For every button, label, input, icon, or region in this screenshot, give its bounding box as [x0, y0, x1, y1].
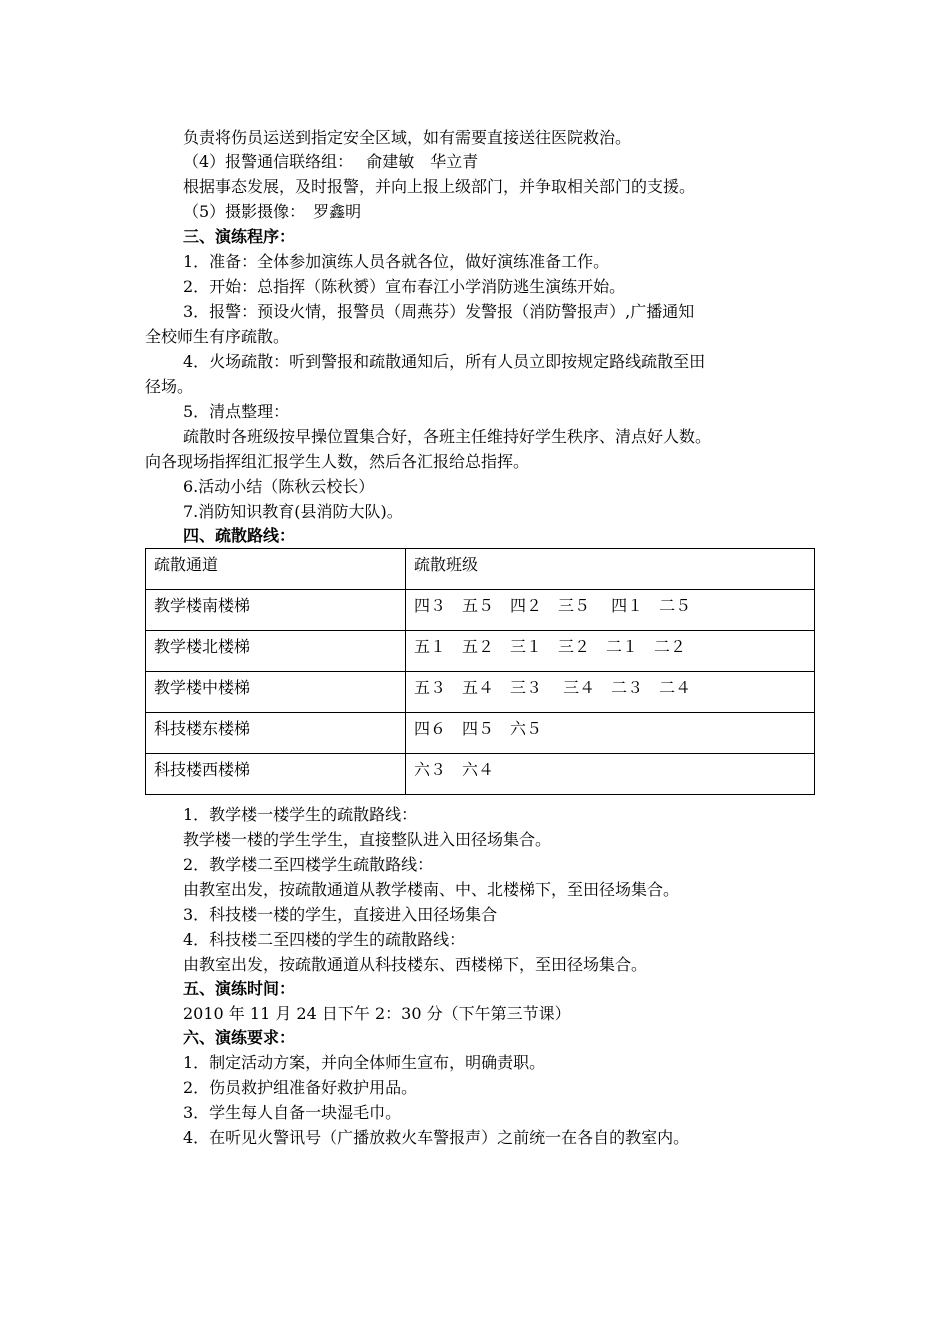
text-line: 3．科技楼一楼的学生，直接进入田径场集合 [183, 905, 498, 924]
text-line: 根据事态发展，及时报警，并向上报上级部门，并争取相关部门的支援。 [183, 177, 696, 196]
table-row [146, 754, 815, 795]
evacuation-route-table [145, 548, 815, 795]
text-line: 6.活动小结（陈秋云校长） [183, 477, 375, 496]
table-header-cell: 疏散班级 [406, 549, 815, 590]
text-line: 1．准备：全体参加演练人员各就各位，做好演练准备工作。 [183, 252, 610, 271]
section-heading: 五、演练时间： [183, 979, 296, 998]
text-line: 2010 年 11 月 24 日下午 2：30 分（下午第三节课） [183, 1004, 571, 1023]
section-heading: 六、演练要求： [183, 1028, 296, 1047]
text-line: 4．在听见火警讯号（广播放救火车警报声）之前统一在各自的教室内。 [183, 1128, 690, 1147]
text-line: 1．制定活动方案，并向全体师生宣布，明确责职。 [183, 1053, 546, 1072]
text-line: 3．学生每人自备一块湿毛巾。 [183, 1103, 402, 1122]
text-line: 1．教学楼一楼学生的疏散路线： [183, 805, 418, 824]
text-line: 全校师生有序疏散。 [145, 327, 290, 346]
table-cell: 五１ 五２ 三１ 三２ 二１ 二２ [406, 631, 815, 672]
text-line: 教学楼一楼的学生学生，直接整队进入田径场集合。 [183, 830, 552, 849]
table-row [146, 672, 815, 713]
table-cell: 六３ 六４ [406, 754, 815, 795]
table-cell: 教学楼南楼梯 [146, 590, 406, 631]
table-cell: 四６ 四５ 六５ [406, 713, 815, 754]
text-line: 由教室出发，按疏散通道从教学楼南、中、北楼梯下，至田径场集合。 [183, 880, 680, 899]
table-row [146, 631, 815, 672]
text-line: 向各现场指挥组汇报学生人数，然后各汇报给总指挥。 [145, 452, 530, 471]
table-cell: 四３ 五５ 四２ 三５ 四１ 二５ [406, 590, 815, 631]
text-line: 4．科技楼二至四楼的学生的疏散路线： [183, 930, 466, 949]
text-line: 疏散时各班级按早操位置集合好，各班主任维持好学生秩序、清点好人数。 [183, 427, 712, 446]
text-line: 4．火场疏散：听到警报和疏散通知后，所有人员立即按规定路线疏散至田 [183, 352, 706, 371]
table-cell: 科技楼西楼梯 [146, 754, 406, 795]
table-header-cell: 疏散通道 [146, 549, 406, 590]
text-line: 由教室出发，按疏散通道从科技楼东、西楼梯下，至田径场集合。 [183, 955, 648, 974]
table-row [146, 713, 815, 754]
text-line: 2．伤员救护组准备好救护用品。 [183, 1078, 418, 1097]
text-line: 负责将伤员运送到指定安全区域，如有需要直接送往医院救治。 [183, 128, 632, 147]
text-line: 3．报警：预设火情，报警员（周燕芬）发警报（消防警报声）,广播通知 [183, 302, 695, 321]
table-row [146, 590, 815, 631]
text-line: （4）报警通信联络组： 俞建敏 华立青 [183, 152, 479, 171]
table-cell: 五３ 五４ 三３ 三４ 二３ 二４ [406, 672, 815, 713]
section-heading: 三、演练程序： [183, 227, 296, 246]
text-line: 2．开始：总指挥（陈秋赟）宣布春江小学消防逃生演练开始。 [183, 277, 626, 296]
text-line: 径场。 [145, 377, 194, 396]
table-cell: 教学楼中楼梯 [146, 672, 406, 713]
table-header-row [146, 549, 815, 590]
text-line: 2．教学楼二至四楼学生疏散路线： [183, 855, 434, 874]
section-heading: 四、疏散路线： [183, 526, 296, 545]
text-line: 5．清点整理： [183, 402, 290, 421]
table-cell: 科技楼东楼梯 [146, 713, 406, 754]
table-cell: 教学楼北楼梯 [146, 631, 406, 672]
text-line: （5）摄影摄像： 罗鑫明 [183, 202, 362, 221]
text-line: 7.消防知识教育(县消防大队)。 [183, 502, 403, 521]
